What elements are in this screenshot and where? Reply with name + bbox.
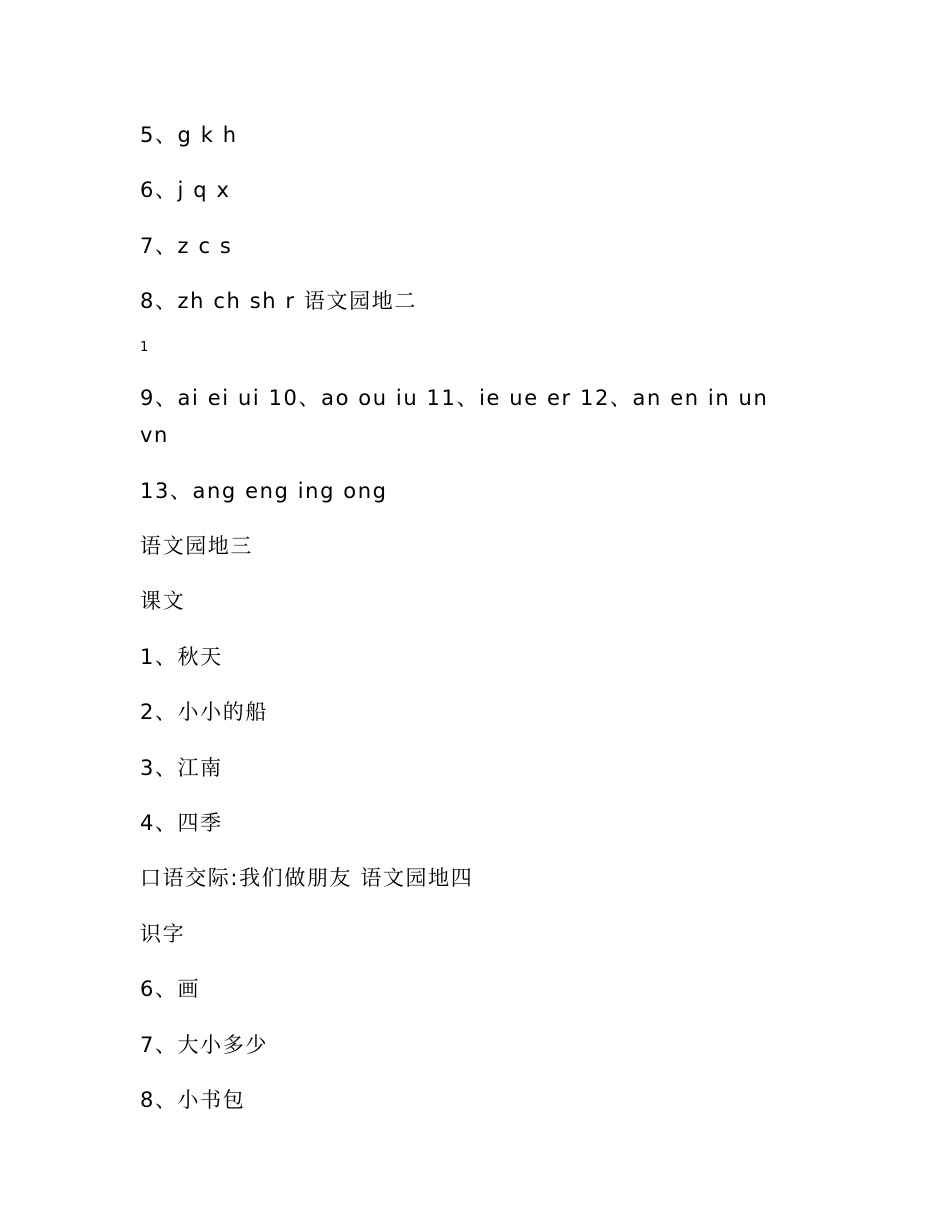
text-line-13-nasals: 13、ang eng ing ong — [140, 479, 388, 503]
text-line-9-12-finals: 9、ai ei ui 10、ao ou iu 11、ie ue er 12、an en in un vn — [140, 386, 769, 447]
section-heading-texts: 课文 — [140, 589, 186, 613]
lesson-item-jiangnan: 3、江南 — [140, 756, 223, 780]
section-heading-garden-three: 语文园地三 — [140, 534, 253, 558]
lesson-item-autumn: 1、秋天 — [140, 645, 223, 669]
text-line-8-zhchshr: 8、zh ch sh r 语文园地二 — [140, 289, 417, 313]
text-line-5-gkh: 5、g k h — [140, 123, 238, 147]
lesson-item-four-seasons: 4、四季 — [140, 811, 223, 835]
lesson-item-school-bag: 8、小书包 — [140, 1088, 246, 1112]
section-heading-literacy: 识字 — [140, 922, 186, 946]
text-line-oral-communication: 口语交际:我们做朋友 语文园地四 — [140, 866, 474, 890]
page-number: 1 — [140, 340, 149, 355]
lesson-item-painting: 6、画 — [140, 977, 201, 1001]
lesson-item-little-boat: 2、小小的船 — [140, 700, 268, 724]
text-line-7-zcs: 7、z c s — [140, 234, 233, 258]
lesson-item-big-small: 7、大小多少 — [140, 1033, 268, 1057]
text-line-6-jqx: 6、j q x — [140, 178, 231, 202]
